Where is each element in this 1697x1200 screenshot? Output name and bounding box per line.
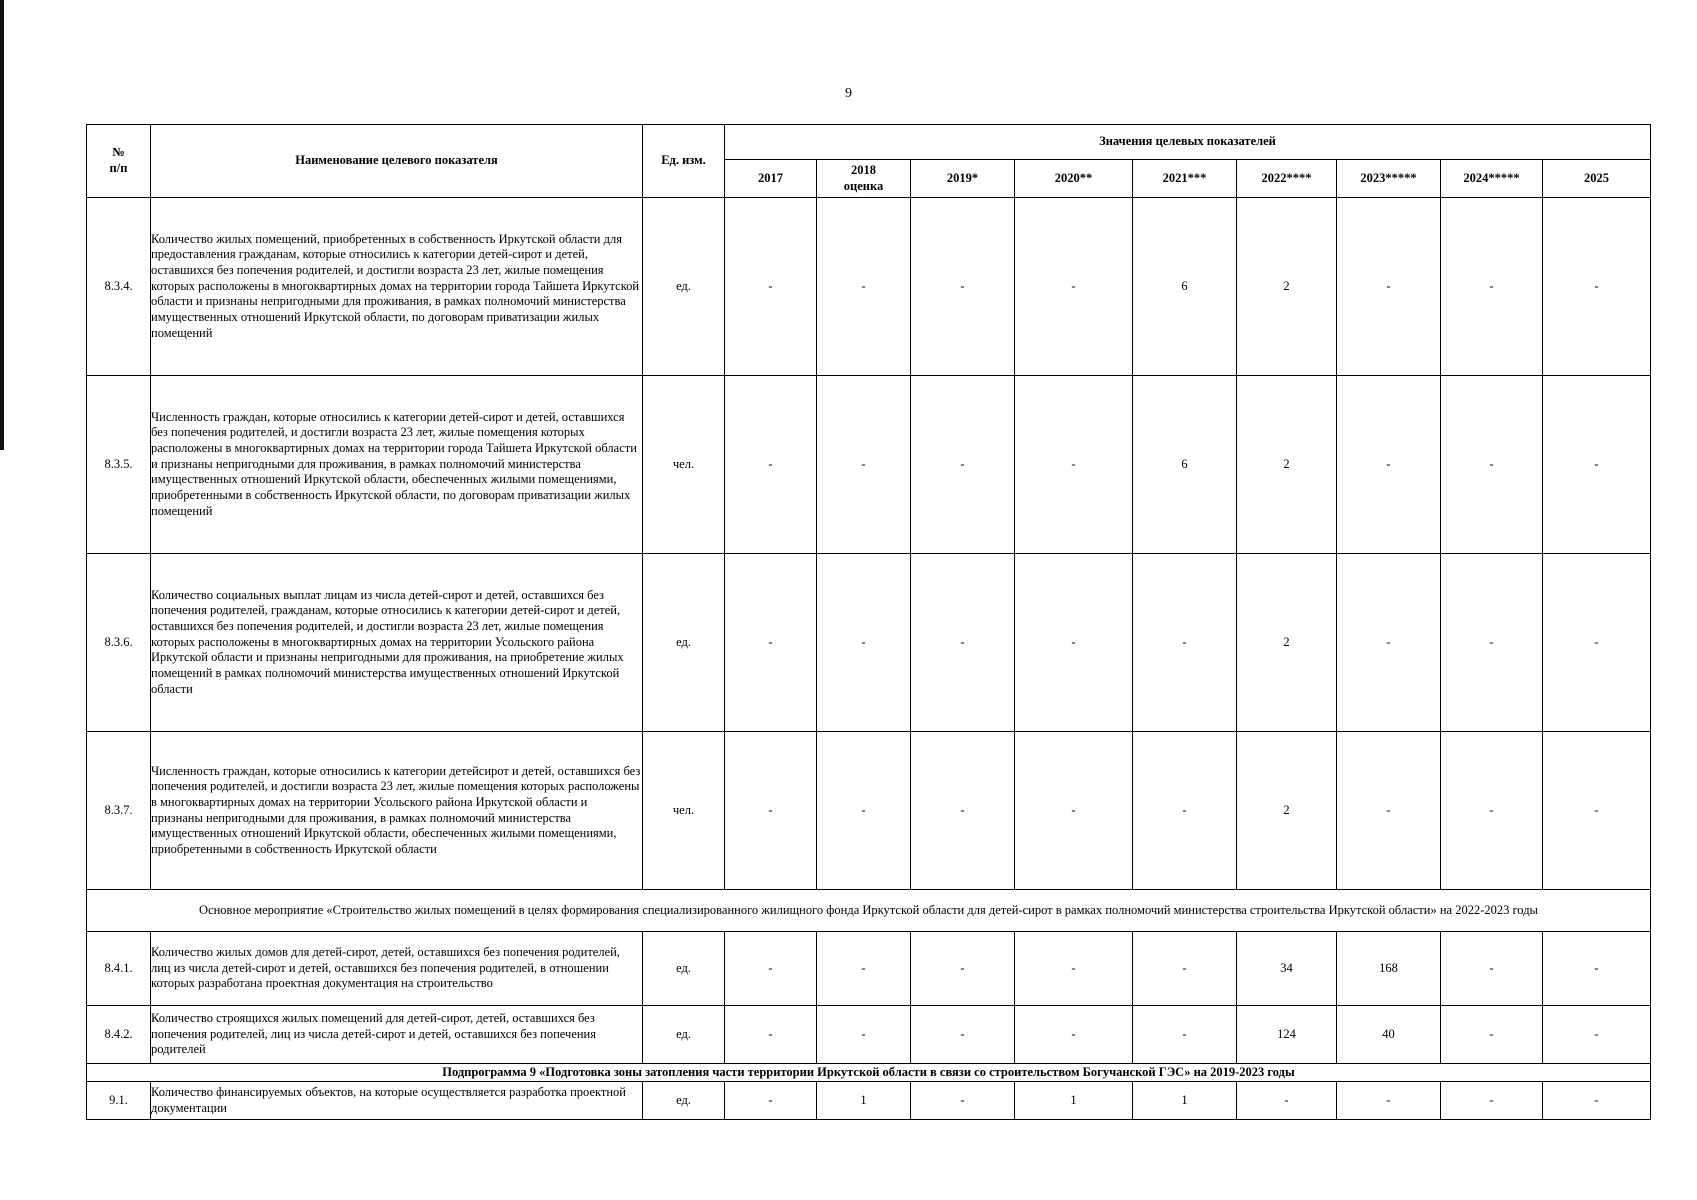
indicator-name: Численность граждан, которые относились к категории детейсирот и детей, оставшихся без попечения родителей, и достигли возраста 23 лет, жилые помещения которых расположены в многоквартирных домах на территории Усольского района Иркутской области и признаны непригодными для проживания, в рамках полномочий министерства имущественных отношений Иркутской области, обеспеченных жилыми помещениями, приобретенными в собственность Иркутской области [151,732,643,890]
table-row [87,376,1651,554]
value-cell: - [1015,932,1133,1006]
value-cell: - [725,1006,817,1064]
header-year: 2018 оценка [817,160,911,198]
value-cell: - [817,376,911,554]
value-cell: 1 [1133,1082,1237,1120]
value-cell: - [817,554,911,732]
unit-cell: чел. [643,376,725,554]
row-number: 8.4.2. [87,1006,151,1064]
header-year: 2019* [911,160,1015,198]
value-cell: - [911,1082,1015,1120]
header-name: Наименование целевого показателя [151,125,643,198]
header-year: 2017 [725,160,817,198]
value-cell: 2 [1237,732,1337,890]
value-cell: 2 [1237,198,1337,376]
value-cell: - [1543,554,1651,732]
indicator-name: Количество социальных выплат лицам из числа детей-сирот и детей, оставшихся без попечения родителей, гражданам, которые относились к категории детей-сирот и детей, оставшихся без попечения родителей, и достигли возраста 23 лет, жилые помещения которых расположены в многоквартирных домах на территории Усольского района Иркутской области и признаны непригодными для проживания, на приобретение жилых помещений в рамках полномочий министерства имущественных отношений Иркутской области [151,554,643,732]
unit-cell: ед. [643,1082,725,1120]
section-title-row: Основное мероприятие «Строительство жилых помещений в целях формирования специализированного жилищного фонда Иркутской области для детей-сирот в рамках полномочий министерства строительства Иркутской области» на 2022-2023 годы [87,890,1651,932]
row-number: 8.3.4. [87,198,151,376]
header-year: 2024***** [1441,160,1543,198]
value-cell: - [725,376,817,554]
row-number: 8.3.6. [87,554,151,732]
value-cell: - [1337,376,1441,554]
row-number: 8.3.7. [87,732,151,890]
value-cell: 1 [817,1082,911,1120]
value-cell: - [1337,1082,1441,1120]
header-year: 2023***** [1337,160,1441,198]
value-cell: - [725,932,817,1006]
value-cell: 124 [1237,1006,1337,1064]
value-cell: 40 [1337,1006,1441,1064]
value-cell: - [1441,198,1543,376]
value-cell: 34 [1237,932,1337,1006]
value-cell: - [1441,554,1543,732]
value-cell: - [1543,732,1651,890]
value-cell: - [1543,376,1651,554]
unit-cell: ед. [643,932,725,1006]
target-indicators-table [86,124,1651,1120]
unit-cell: ед. [643,198,725,376]
header-year: 2025 [1543,160,1651,198]
header-num: № п/п [87,125,151,198]
value-cell: - [1337,198,1441,376]
row-number: 8.4.1. [87,932,151,1006]
value-cell: - [911,932,1015,1006]
scan-edge-mark [0,0,4,450]
value-cell: - [1441,1082,1543,1120]
header-unit: Ед. изм. [643,125,725,198]
value-cell: 6 [1133,376,1237,554]
table-row [87,932,1651,1006]
table-body-group-a [87,198,1651,890]
value-cell: - [725,1082,817,1120]
value-cell: - [1015,732,1133,890]
value-cell: - [817,198,911,376]
value-cell: 6 [1133,198,1237,376]
value-cell: 2 [1237,554,1337,732]
value-cell: - [1543,932,1651,1006]
value-cell: - [1015,1006,1133,1064]
indicator-name: Количество жилых помещений, приобретенных в собственность Иркутской области для предоставления гражданам, которые относились к категории детей-сирот и детей, оставшихся без попечения родителей, и достигли возраста 23 лет, жилые помещения которых расположены в многоквартирных домах на территории города Тайшета Иркутской области и признаны непригодными для проживания, в рамках полномочий министерства имущественных отношений Иркутской области, по договорам приватизации жилых помещений [151,198,643,376]
header-year: 2021*** [1133,160,1237,198]
value-cell: - [911,198,1015,376]
value-cell: - [817,732,911,890]
value-cell: - [1543,198,1651,376]
table-row [87,1006,1651,1064]
table-row [87,1082,1651,1120]
value-cell: - [911,554,1015,732]
subprogram-group [87,1064,1651,1082]
header-year: 2022**** [1237,160,1337,198]
value-cell: - [1133,1006,1237,1064]
value-cell: 168 [1337,932,1441,1006]
section-group [87,890,1651,932]
table-body-group-b [87,932,1651,1064]
value-cell: - [911,376,1015,554]
value-cell: - [1015,376,1133,554]
header-year: 2020** [1015,160,1133,198]
table-row [87,198,1651,376]
row-number: 9.1. [87,1082,151,1120]
value-cell: - [1441,1006,1543,1064]
table-row [87,732,1651,890]
header-values-group: Значения целевых показателей [725,125,1651,160]
unit-cell: ед. [643,554,725,732]
value-cell: - [1441,932,1543,1006]
indicator-name: Количество строящихся жилых помещений для детей-сирот, детей, оставшихся без попечения родителей, лиц из числа детей-сирот и детей, оставшихся без попечения родителей [151,1006,643,1064]
value-cell: - [1015,198,1133,376]
value-cell: - [1337,732,1441,890]
subprogram-title-row: Подпрограмма 9 «Подготовка зоны затопления части территории Иркутской области в связи со строительством Богучанской ГЭС» на 2019-2023 годы [87,1064,1651,1082]
value-cell: - [817,932,911,1006]
row-number: 8.3.5. [87,376,151,554]
value-cell: - [1441,732,1543,890]
value-cell: - [1133,932,1237,1006]
value-cell: - [1015,554,1133,732]
value-cell: - [725,554,817,732]
value-cell: - [1133,732,1237,890]
value-cell: - [1237,1082,1337,1120]
value-cell: - [1543,1006,1651,1064]
unit-cell: чел. [643,732,725,890]
table-body-group-c [87,1082,1651,1120]
value-cell: 1 [1015,1082,1133,1120]
value-cell: - [1337,554,1441,732]
value-cell: - [817,1006,911,1064]
unit-cell: ед. [643,1006,725,1064]
value-cell: - [911,1006,1015,1064]
page-number: 9 [845,86,852,101]
value-cell: - [725,198,817,376]
value-cell: - [911,732,1015,890]
value-cell: - [1543,1082,1651,1120]
value-cell: - [725,732,817,890]
value-cell: - [1133,554,1237,732]
value-cell: - [1441,376,1543,554]
indicator-name: Количество жилых домов для детей-сирот, детей, оставшихся без попечения родителей, лиц из числа детей-сирот и детей, оставшихся без попечения родителей, в отношении которых разработана проектная документация на строительство [151,932,643,1006]
value-cell: 2 [1237,376,1337,554]
indicator-name: Количество финансируемых объектов, на которые осуществляется разработка проектной документации [151,1082,643,1120]
indicator-name: Численность граждан, которые относились к категории детей-сирот и детей, оставшихся без попечения родителей, и достигли возраста 23 лет, жилые помещения которых расположены в многоквартирных домах на территории города Тайшета Иркутской области и признаны непригодными для проживания, в рамках полномочий министерства имущественных отношений Иркутской области, обеспеченных жилыми помещениями, приобретенными в собственность Иркутской области, по договорам приватизации жилых помещений [151,376,643,554]
table-row [87,554,1651,732]
